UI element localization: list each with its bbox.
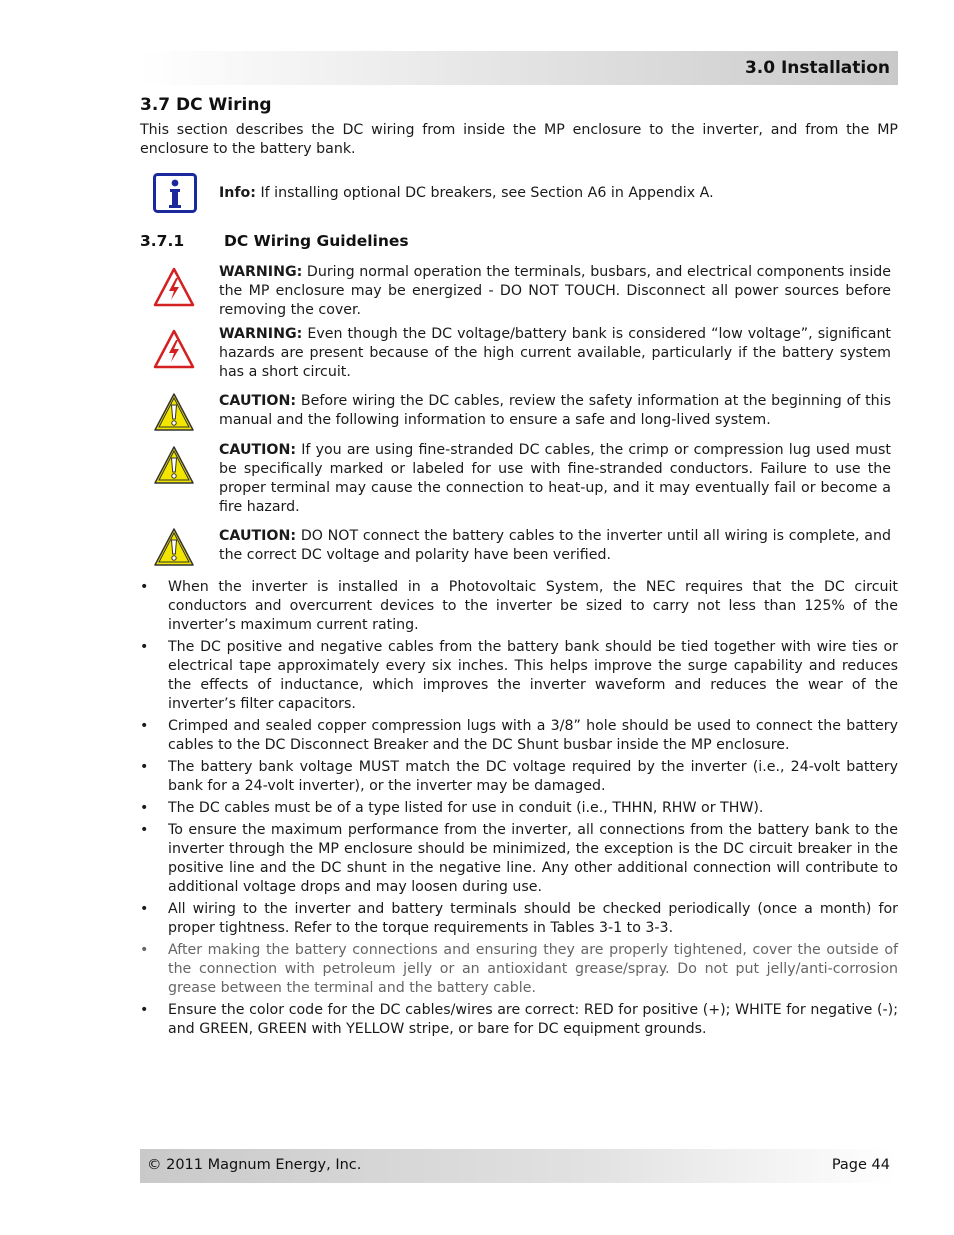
notice-label: CAUTION: (219, 442, 297, 458)
caution-notice-text: CAUTION: DO NOT connect the battery cables to the inverter until all wiring is complete, and the correct DC voltage and polarity have been verified. (219, 528, 891, 563)
info-note-text: If installing optional DC breakers, see Section A6 in Appendix A. (255, 185, 714, 201)
info-label: Info: (219, 185, 256, 201)
list-item: • Ensure the color code for the DC cables/wires are correct: RED for positive (+); WHITE for negative (-); and GREEN, GREEN with YELLOW stripe, or bare for DC equipment grounds. (140, 1002, 898, 1037)
caution-exclamation-icon (153, 392, 195, 432)
info-icon (153, 173, 197, 213)
bullet-marker: • (140, 579, 149, 595)
bullet-marker: • (140, 759, 149, 775)
caution-notice-text: CAUTION: If you are using fine-stranded DC cables, the crimp or compression lug used must be specifically marked or labeled for use with fine-stranded conductors. Failure to use the proper terminal may cause the connection to heat-up, and it may eventually fail or become a fire hazard. (219, 442, 891, 515)
notice-label: WARNING: (219, 264, 303, 280)
list-item: • Crimped and sealed copper compression lugs with a 3/8” hole should be used to connect the battery cables to the DC Disconnect Breaker and the DC Shunt busbar inside the MP enclosure. (140, 718, 898, 753)
page-footer (140, 1149, 898, 1183)
electric-shock-warning-icon (153, 329, 195, 369)
guidelines-list (140, 578, 898, 1042)
list-item: • The DC cables must be of a type listed for use in conduit (i.e., THHN, RHW or THW). (140, 800, 764, 816)
chapter-header-bar (140, 51, 898, 85)
page-number: Page 44 (831, 1157, 890, 1173)
list-item: • After making the battery connections and ensuring they are properly tightened, cover the outside of the connection with petroleum jelly or an antioxidant grease/spray. Do not put jelly/anti-corrosion grease between the terminal and the battery cable. (140, 942, 898, 996)
notice-label: WARNING: (219, 326, 303, 342)
subsection-number: 3.7.1 (140, 232, 185, 250)
caution-exclamation-icon (153, 445, 195, 485)
list-item: • When the inverter is installed in a Photovoltaic System, the NEC requires that the DC circuit conductors and overcurrent devices to the inverter be sized to carry not less than 125% of the inverter’s maximum current rating. (140, 579, 898, 633)
caution-exclamation-icon (153, 527, 195, 567)
section-title: 3.7 DC Wiring (140, 95, 272, 115)
section-intro: This section describes the DC wiring from inside the MP enclosure to the inverter, and from the MP enclosure to the battery bank. (140, 122, 898, 157)
bullet-marker: • (140, 1002, 149, 1018)
warning-notice-text: WARNING: Even though the DC voltage/battery bank is considered “low voltage”, significant hazards are present because of the high current available, particularly if the battery system has a short circuit. (219, 326, 891, 380)
bullet-marker: • (140, 822, 149, 838)
notice-label: CAUTION: (219, 528, 297, 544)
bullet-marker: • (140, 718, 149, 734)
list-item: • All wiring to the inverter and battery terminals should be checked periodically (once a month) for proper tightness. Refer to the torque requirements in Tables 3-1 to 3-3. (140, 901, 898, 936)
list-item: • The battery bank voltage MUST match the DC voltage required by the inverter (i.e., 24-volt battery bank for a 24-volt inverter), or the inverter may be damaged. (140, 759, 898, 794)
subsection-label: DC Wiring Guidelines (224, 232, 409, 250)
bullet-marker: • (140, 942, 149, 958)
copyright-text: © 2011 Magnum Energy, Inc. (147, 1157, 362, 1173)
caution-notice-text: CAUTION: Before wiring the DC cables, review the safety information at the beginning of this manual and the following information to ensure a safe and long-lived system. (219, 393, 891, 428)
warning-notice-text: WARNING: During normal operation the terminals, busbars, and electrical components inside the MP enclosure may be energized - DO NOT TOUCH. Disconnect all power sources before removing the cover. (219, 264, 891, 318)
bullet-marker: • (140, 639, 149, 655)
bullet-marker: • (140, 800, 149, 816)
bullet-marker: • (140, 901, 149, 917)
list-item: • The DC positive and negative cables from the battery bank should be tied together with wire ties or electrical tape approximately every six inches. This helps improve the surge capability and reduces the effects of inductance, which improves the inverter waveform and reduces the wear of the inverter’s filter capacitors. (140, 639, 898, 712)
chapter-title: 3.0 Installation (744, 58, 890, 78)
list-item: • To ensure the maximum performance from the inverter, all connections from the battery bank to the inverter through the MP enclosure should be minimized, the exception is the DC circuit breaker in the positive line and the DC shunt in the negative line. Any other additional connection will contribute to additional voltage drops and may loosen during use. (140, 822, 898, 895)
electric-shock-warning-icon (153, 267, 195, 307)
subsection-title (140, 232, 409, 250)
notice-label: CAUTION: (219, 393, 297, 409)
info-note (219, 184, 714, 203)
